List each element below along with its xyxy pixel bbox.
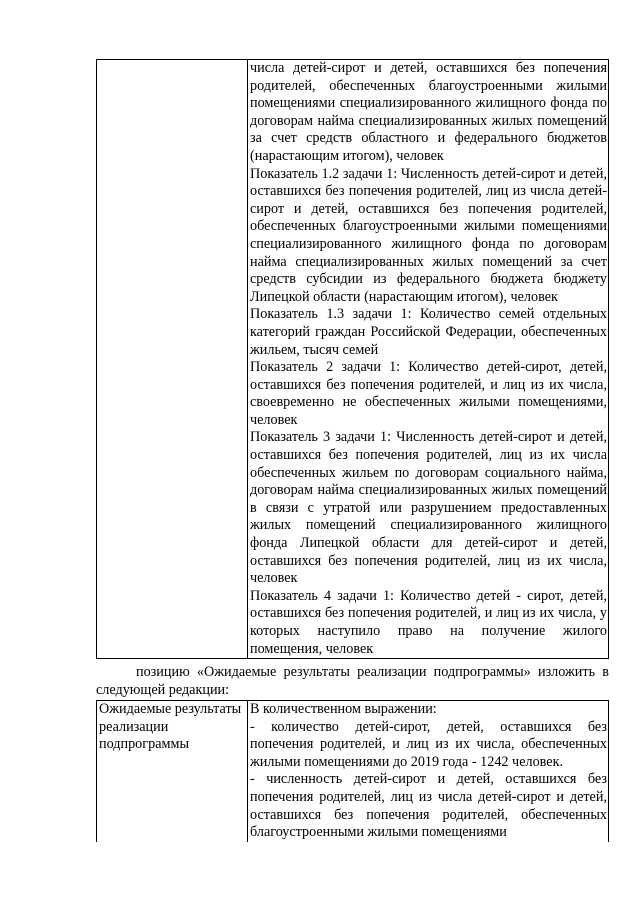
indicator-3: Показатель 3 задачи 1: Численность детей-сирот и детей, оставшихся без попечения родителей, лиц из их числа обеспеченных жильем по договорам социального найма, договорам найма специализированных жилых помещений в связи с утратой или разрушением предоставленных жилых помещений специализированного жилищного фонда Липецкой области для детей-сирот и детей, оставшихся без попечения родителей, лиц из их числа, человек [250, 429, 607, 587]
table-row [97, 60, 609, 659]
table-row [97, 701, 609, 842]
expected-results-table [96, 700, 609, 842]
indicator-1-2: Показатель 1.2 задачи 1: Численность детей-сирот и детей, оставшихся без попечения родителей, лиц из числа детей-сирот и детей, оставшихся без попечения родителей, обеспеченных благоустроенными жилыми помещениями специализированного жилищного фонда по договорам найма специализированных жилых помещений за счет средств субсидии из федерального бюджета бюджету Липецкой области (нарастающим итогом), человек [250, 165, 607, 305]
results-heading: В количественном выражении: [250, 701, 437, 717]
passport-table-continuation [96, 59, 609, 659]
indicator-text: числа детей-сирот и детей, оставшихся без попечения родителей, обеспеченных благоустроенными жилыми помещениями специализированного жилищного фонда по договорам найма специализированных жилых помещений за счет средств областного и федерального бюджетов (нарастающим итогом), человек [250, 60, 607, 164]
indicator-2: Показатель 2 задачи 1: Количество детей-сирот, детей, оставшихся без попечения родителей, и лиц из их числа, своевременно не обеспеченных жилыми помещениями, человек [250, 359, 607, 428]
body-paragraph [96, 664, 609, 699]
table-left-cell [97, 60, 248, 659]
table-left-cell: Ожидаемые результаты реализации подпрограммы [97, 701, 248, 842]
table-right-cell [248, 701, 609, 842]
indicator-4: Показатель 4 задачи 1: Количество детей - сирот, детей, оставшихся без попечения родителей, и лиц из их числа, у которых наступило право на получение жилого помещения, человек [250, 587, 607, 657]
result-item-2: - численность детей-сирот и детей, оставшихся без попечения родителей, лиц из числа детей-сирот и детей, оставшихся без попечения родителей, обеспеченных благоустроенными жилыми помещениями [250, 771, 607, 841]
table-right-cell [248, 60, 609, 659]
result-item-1: - количество детей-сирот, детей, оставшихся без попечения родителей, и лиц из их числа, обеспеченных жилыми помещениями до 2019 года - 1242 человек. [250, 718, 607, 770]
indicator-1-3: Показатель 1.3 задачи 1: Количество семей отдельных категорий граждан Российской Федерации, обеспеченных жильем, тысяч семей [250, 306, 607, 358]
body-paragraph-text: позицию «Ожидаемые результаты реализации подпрограммы» изложить в следующей редакции: [96, 664, 609, 698]
